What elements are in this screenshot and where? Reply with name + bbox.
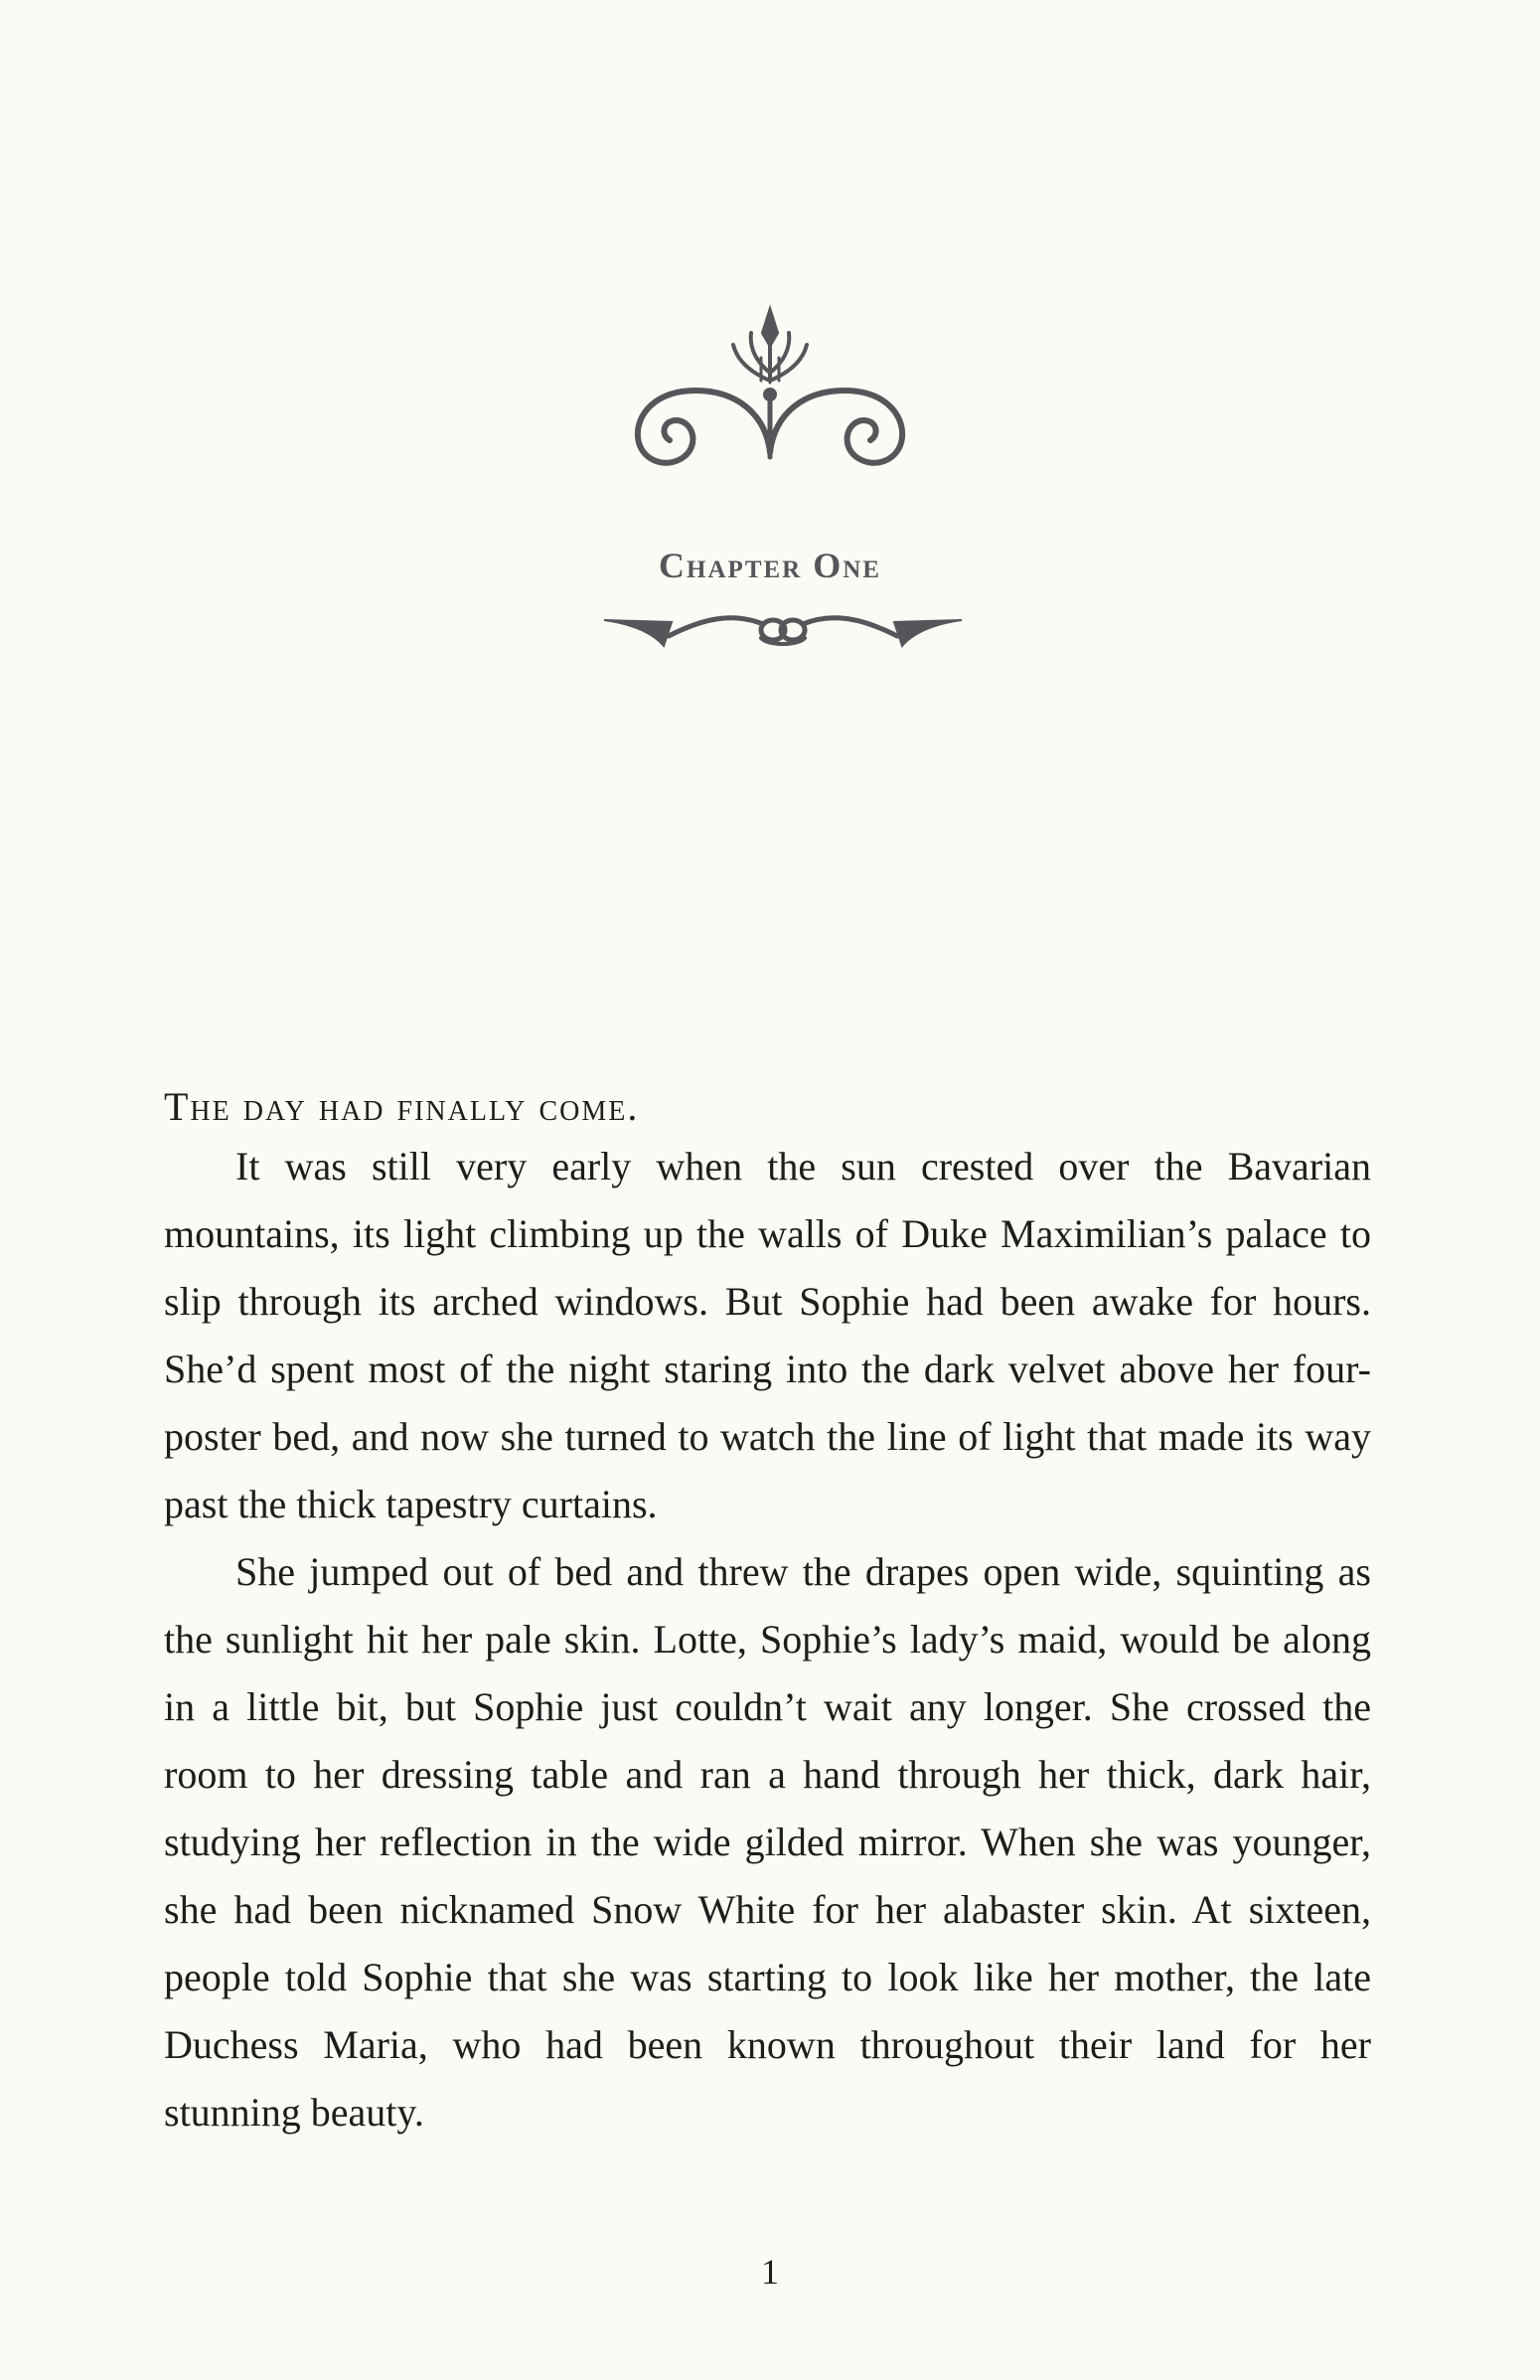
chapter-heading: Chapter One [659,546,881,585]
paragraph: She jumped out of bed and threw the drapes open wide, squinting as the sunlight hit her pale skin. Lotte, Sophie’s lady’s maid, would be along in a little bit, but Sophie just couldn’t wait any longer. She crossed the room to her dressing table and ran a hand through her thick, dark hair, studying her reflection in the wide gilded mirror. When she was younger, she had been nicknamed Snow White for her alabaster skin. At sixteen, people told Sophie that she was starting to look like her mother, the late Duchess Maria, who had been known throughout their land for her stunning beauty. [164,1549,1371,2135]
fleuron-ornament-icon [626,303,914,482]
paragraph: It was still very early when the sun crested over the Bavarian mountains, its light climbing up the walls of Duke Maximilian’s palace to slip through its arched windows. But Sophie had been awake for hours. She’d spent most of the night staring into the dark velvet above her four-poster bed, and now she turned to watch the line of light that made its way past the thick tapestry curtains. [164,1144,1371,1526]
chapter-opening-line: The day had finally come. [164,1084,640,1129]
chapter-body [164,1133,1371,2146]
scroll-divider-icon [594,598,972,658]
page-number: 1 [761,2252,779,2292]
